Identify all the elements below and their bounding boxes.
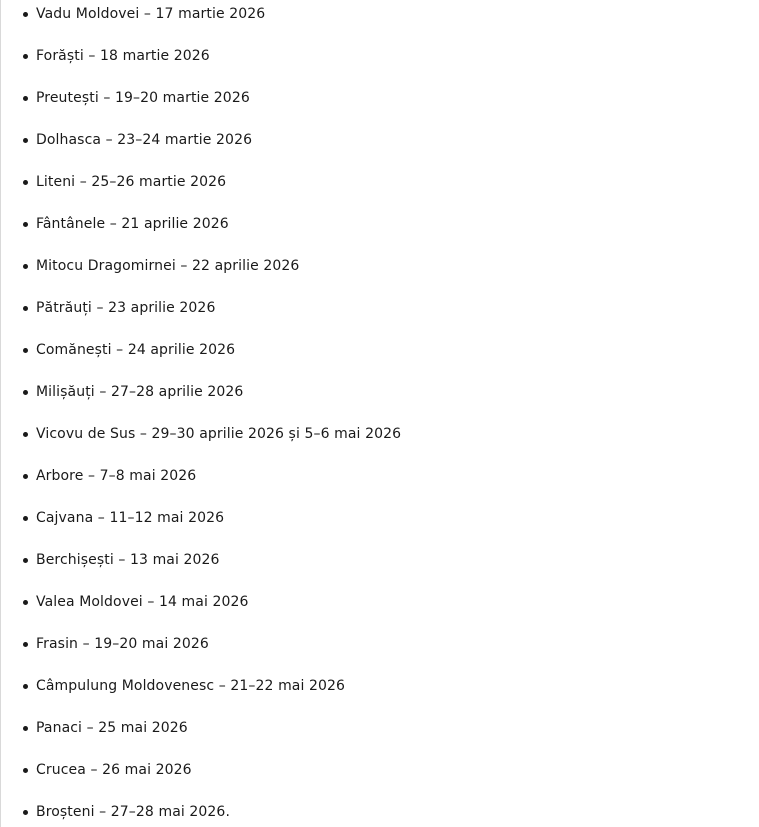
bullet-icon	[23, 642, 28, 647]
list-item-text: Frasin – 19–20 mai 2026	[36, 636, 209, 652]
list-item-text: Berchișești – 13 mai 2026	[36, 552, 220, 568]
bullet-icon	[23, 390, 28, 395]
list-item-text: Broșteni – 27–28 mai 2026.	[36, 804, 230, 820]
bullet-icon	[23, 684, 28, 689]
list-item-text: Comănești – 24 aprilie 2026	[36, 342, 236, 358]
bullet-icon	[23, 180, 28, 185]
list-item-text: Dolhasca – 23–24 martie 2026	[36, 132, 253, 148]
list-item-text: Panaci – 25 mai 2026	[36, 720, 188, 736]
bullet-icon	[23, 432, 28, 437]
list-item-text: Pătrăuți – 23 aprilie 2026	[36, 300, 216, 316]
bullet-icon	[23, 138, 28, 143]
bullet-icon	[23, 810, 28, 815]
list-item-text: Crucea – 26 mai 2026	[36, 762, 192, 778]
bullet-icon	[23, 222, 28, 227]
list-item-text: Fântânele – 21 aprilie 2026	[36, 216, 229, 232]
bullet-icon	[23, 96, 28, 101]
bullet-icon	[23, 348, 28, 353]
bullet-icon	[23, 558, 28, 563]
bullet-icon	[23, 600, 28, 605]
list-item-text: Valea Moldovei – 14 mai 2026	[36, 594, 249, 610]
list-item-text: Cajvana – 11–12 mai 2026	[36, 510, 225, 526]
bullet-icon	[23, 516, 28, 521]
list-item-text: Vicovu de Sus – 29–30 aprilie 2026 și 5–6 mai 2026	[36, 426, 402, 442]
bullet-icon	[23, 306, 28, 311]
list-item-text: Vadu Moldovei – 17 martie 2026	[36, 6, 266, 22]
list-item-text: Preutești – 19–20 martie 2026	[36, 90, 250, 106]
list-item-text: Mitocu Dragomirnei – 22 aprilie 2026	[36, 258, 300, 274]
bullet-icon	[23, 726, 28, 731]
list-item-text: Arbore – 7–8 mai 2026	[36, 468, 197, 484]
bullet-icon	[23, 264, 28, 269]
left-border-rule	[0, 0, 1, 827]
bullet-icon	[23, 12, 28, 17]
list-item-text: Liteni – 25–26 martie 2026	[36, 174, 227, 190]
bullet-icon	[23, 474, 28, 479]
list-item-text: Forăști – 18 martie 2026	[36, 48, 210, 64]
list-item-text: Milișăuți – 27–28 aprilie 2026	[36, 384, 244, 400]
list-item-text: Câmpulung Moldovenesc – 21–22 mai 2026	[36, 678, 346, 694]
bullet-icon	[23, 768, 28, 773]
bullet-icon	[23, 54, 28, 59]
